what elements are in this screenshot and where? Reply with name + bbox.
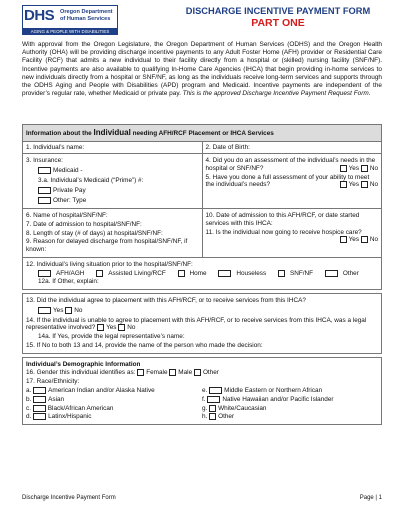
individual-name-field[interactable]: 1. Individual’s name: <box>26 143 85 151</box>
living-options <box>26 270 378 278</box>
representative-cell <box>23 294 381 353</box>
q4-no-checkbox[interactable] <box>361 165 368 172</box>
living-other-explain-field[interactable]: 12a. If Other, explain: <box>38 278 99 286</box>
race-c-checkbox[interactable] <box>33 405 46 412</box>
gender-other-checkbox[interactable] <box>194 369 201 376</box>
race-ethnicity-label: 17. Race/Ethnicity: <box>26 378 80 386</box>
race-d-checkbox[interactable] <box>33 413 46 420</box>
assessment-question-4: 4. Did you do an assessment of the individual’s needs in the hospital or SNF/NF? Yes No <box>205 157 378 173</box>
footer-form-name: Discharge Incentive Payment Form <box>22 495 116 501</box>
q11-no-checkbox[interactable] <box>361 236 368 243</box>
race-f-checkbox[interactable] <box>207 396 220 403</box>
other-insurance-checkbox[interactable] <box>38 197 51 204</box>
logo-strip: AGING & PEOPLE WITH DISABILITIES <box>22 29 118 35</box>
logo-line-1: Oregon Department <box>60 9 113 15</box>
hospice-question: 11. Is the individual now going to receive hospice care? Yes No <box>205 228 378 244</box>
legal-rep-question: 14. If the individual is unable to agree to placement with this AFH/RCF, or to receive services from this IHCA, was a legal representative involved? Yes No <box>26 316 367 332</box>
agreement-question: 13. Did the individual agree to placement with this AFH/RCF, or to receive services from this IHCA? <box>26 297 306 305</box>
demographic-heading: Individual’s Demographic Information <box>26 360 141 368</box>
gender-female-checkbox[interactable] <box>137 369 144 376</box>
race-a-checkbox[interactable] <box>33 387 46 394</box>
q13-yes-checkbox[interactable] <box>38 307 51 314</box>
assessment-cell <box>202 154 382 208</box>
date-of-birth-field[interactable]: 2. Date of Birth: <box>202 142 382 154</box>
individual-info-section <box>22 124 382 290</box>
discharge-form <box>22 124 382 428</box>
name-dob-row <box>23 141 381 154</box>
private-pay-checkbox[interactable] <box>38 187 51 194</box>
representative-section <box>22 293 382 354</box>
q4-yes-checkbox[interactable] <box>340 165 347 172</box>
race-e-checkbox[interactable] <box>209 387 222 394</box>
race-b-checkbox[interactable] <box>33 396 46 403</box>
heading-individual: Individual <box>93 128 131 137</box>
medicaid-checkbox[interactable] <box>38 167 51 174</box>
medicaid-option[interactable]: Medicaid - <box>26 167 199 175</box>
q14-no-checkbox[interactable] <box>118 324 125 331</box>
living-option[interactable]: Assisted Living/RCF <box>96 270 171 277</box>
q13-options: Yes No <box>26 307 378 315</box>
q5-no-checkbox[interactable] <box>361 181 368 188</box>
living-option[interactable]: AFH/AGH <box>38 270 89 277</box>
document-header <box>22 5 384 41</box>
race-g-checkbox[interactable] <box>209 405 216 412</box>
length-of-stay-field[interactable]: 8. Length of stay (# of days) at hospital/SNF/NF: <box>26 229 163 237</box>
decision-maker-field[interactable]: 15. If No to both 13 and 14, provide the name of the person who made the decision: <box>26 341 263 349</box>
living-situation-cell <box>23 258 381 289</box>
living-option[interactable]: Home <box>178 270 212 277</box>
assessment-question-5: 5. Have you done a full assessment of your ability to meet the individual’s needs? Yes No <box>205 173 378 189</box>
hospital-name-field[interactable]: 6. Name of hospital/SNF/NF: <box>26 212 108 220</box>
race-h-checkbox[interactable] <box>209 413 216 420</box>
logo-line-2: of Human Services <box>60 16 111 22</box>
form-part: PART ONE <box>251 17 305 29</box>
hospital-cell <box>23 209 202 256</box>
intro-paragraph <box>22 41 382 98</box>
hospital-row <box>23 208 381 256</box>
living-option[interactable]: Houseless <box>218 270 271 277</box>
hospital-admission-date-field[interactable]: 7. Date of admission to hospital/SNF/NF: <box>26 221 142 229</box>
facility-admission-date-field[interactable]: 10. Date of admission to this AFH/RCF, or date started services with this IHCA: <box>205 212 360 228</box>
living-option[interactable]: SNF/NF <box>278 270 318 277</box>
heading-suffix: needing AFH/RCF Placement or IHCA Services <box>132 130 274 137</box>
q14-yes-checkbox[interactable] <box>97 324 104 331</box>
intro-italic-note: This is the approved Discharge Incentive Payment Request Form. <box>182 90 371 98</box>
demographic-section <box>22 357 382 426</box>
medicaid-prime-number-field[interactable]: 3.a. Individual’s Medicaid (“Prime”) #: <box>38 176 144 184</box>
dhs-logo <box>22 5 118 35</box>
q5-yes-checkbox[interactable] <box>340 181 347 188</box>
heading-prefix: Information about the <box>26 130 92 137</box>
gender-male-checkbox[interactable] <box>169 369 176 376</box>
form-title: DISCHARGE INCENTIVE PAYMENT FORM <box>185 6 371 16</box>
insurance-label: 3. Insurance: <box>26 157 63 165</box>
intro-text: With approval from the Oregon Legislature, the Oregon Department of Human Services (ODHS) and the Oregon Health Authority (OHA) will be providing discharge incentive payments to any Adult Foster Home (AFH) provider or Residential Care Facility (RCF) that admits a new individual to their facility directly from a hospital or (skilled) nursing facility (SNF/NF). Incentive payments are also available to qualifying In-Home Care Agencies (IHCA) that begin providing in-home services to new individuals directly from a hospital or SNF/NF, as long as the individuals receive long-term services and supports through the ODHS Aging and People with Disabilities (APD) program and Medicaid. Incentive payments are independent of the provider’s regular rate, whether Medicaid or private pay. <box>22 41 382 98</box>
delayed-discharge-reason-field[interactable]: 9. Reason for delayed discharge from hospital/SNF/NF, if known: <box>26 238 188 254</box>
gender-question: 16. Gender this individual identifies as: Female Male Other <box>26 369 219 377</box>
logo-mark: DHS <box>24 7 55 24</box>
footer-page-number: Page | 1 <box>359 495 382 501</box>
facility-cell <box>202 209 382 256</box>
insurance-cell <box>23 154 202 208</box>
q13-no-checkbox[interactable] <box>65 307 72 314</box>
living-option[interactable]: Other <box>325 270 364 277</box>
private-pay-option[interactable]: Private Pay <box>26 187 199 195</box>
legal-rep-name-field[interactable]: 14a. If Yes, provide the legal representative’s name: <box>38 333 185 341</box>
other-insurance-option[interactable]: Other: Type <box>26 197 199 205</box>
q11-yes-checkbox[interactable] <box>340 236 347 243</box>
living-situation-row <box>23 257 381 289</box>
individual-info-heading <box>23 125 381 141</box>
insurance-assessment-row <box>23 153 381 208</box>
demographic-cell: Individual’s Demographic Information 16. Gender this individual identifies as: Female Male Other 17. Race/Ethnicity: a. American Indian and/or Alaska Native e. Middle Eastern or Northern African b. Asian f. Native Hawaiian and/or Pacific Islander c. Black/African American g. White/Caucasian d. Latinx/Hispanic h. Other <box>23 358 381 425</box>
living-situation-label: 12. Individual’s living situation prior to the hospital/SNF/NF: <box>26 260 193 268</box>
